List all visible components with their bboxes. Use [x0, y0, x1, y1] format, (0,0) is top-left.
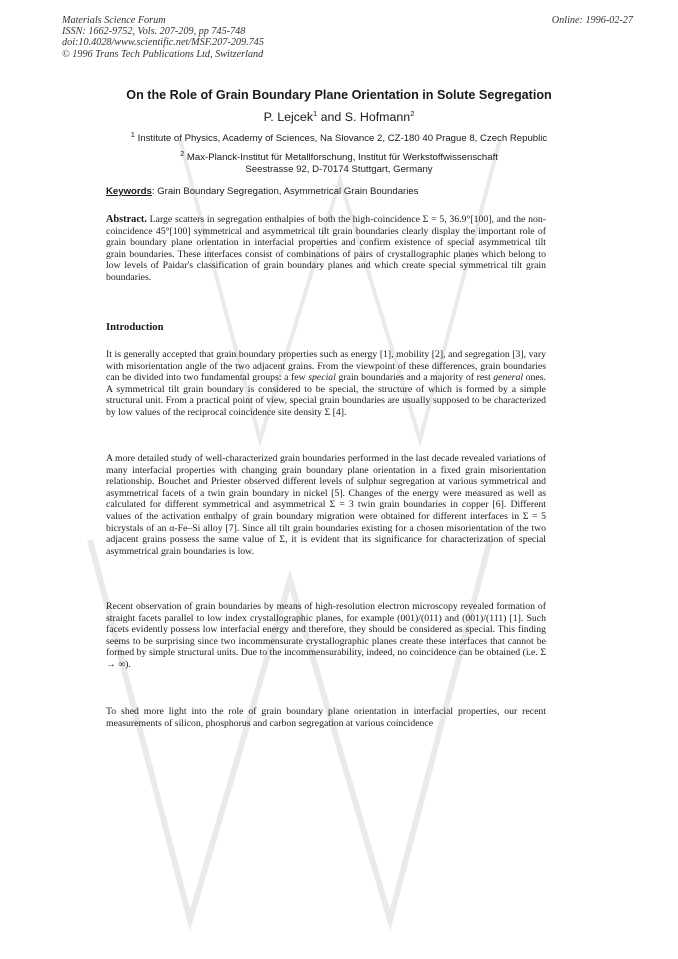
- intro-paragraph-1: [106, 349, 546, 419]
- affiliation-2-line-1: Max-Planck-Institut für Metallforschung, Institut für Werkstoffwissenschaft: [184, 152, 498, 163]
- abstract: [106, 214, 546, 284]
- author-and: and: [317, 110, 345, 124]
- intro-p4-text: To shed more light into the role of grain boundary plane orientation in interfacial properties, our recent measurements of silicon, phosphorus and carbon segregation at various coincidence: [106, 706, 546, 729]
- intro-paragraph-3: [106, 601, 546, 671]
- affiliation-1-sup: 1: [130, 129, 135, 139]
- author-2-sup: 2: [410, 108, 415, 118]
- journal-doi[interactable]: doi:10.4028/www.scientific.net/MSF.207-209.745: [62, 37, 264, 49]
- author-1: P. Lejcek: [263, 110, 314, 124]
- author-line: [0, 110, 678, 124]
- intro-paragraph-4: [106, 706, 546, 729]
- affiliation-1: [0, 129, 678, 145]
- intro-paragraph-2: [106, 453, 546, 557]
- online-date: Online: 1996-02-27: [551, 15, 633, 26]
- intro-p1-part-a: It is generally accepted that grain boundary properties such as energy [1], mobility [2], and segregation [3], vary with misorientation angle of the two adjacent grains. From the viewpoint of these differences, grain boundaries can be divided into two fundamental groups: a few: [106, 349, 546, 384]
- intro-p1-part-b: grain boundaries and a majority of rest: [335, 372, 494, 384]
- intro-p1-special: special: [308, 372, 336, 384]
- intro-p1-part-c: ones. A symmetrical tilt grain boundary is considered to be special, the structure of which is formed by a simple structural unit. From a practical point of view, special grain boundaries are usually supposed to be characterized by low values of the reciprocal coincidence site density Σ [4].: [106, 372, 546, 418]
- keywords-text: : Grain Boundary Segregation, Asymmetrical Grain Boundaries: [151, 186, 419, 197]
- section-heading-introduction: Introduction: [106, 322, 164, 333]
- journal-issn: ISSN: 1662-9752, Vols. 207-209, pp 745-748: [62, 26, 246, 38]
- paper-title: On the Role of Grain Boundary Plane Orientation in Solute Segregation: [126, 88, 552, 102]
- journal-header: [62, 15, 264, 60]
- author-2: S. Hofmann: [344, 110, 411, 124]
- intro-p2-text: A more detailed study of well-characterized grain boundaries performed in the last decade revealed variations of many interfacial properties with changing grain boundary plane orientation in a fixed grain misorientation relationship. Bouchet and Priester observed different levels of sulphur segregation at various symmetrical and asymmetrical facets of a twin grain boundary in nickel [5]. Changes of the energy were measured as well as calculated for different symmetrical and asymmetrical Σ = 3 twin grain boundaries in copper [6]. Different values of the activation enthalpy of grain boundary migration were obtained for different interfaces in Σ = 5 bicrystals of an α-Fe–Si alloy [7]. Since all tilt grain boundaries existing for a chosen misorientation of the two adjacent grains possess the same value of Σ, it is evident that its significance for characterization of special asymmetrical grain boundaries is low.: [106, 453, 546, 557]
- abstract-label: Abstract.: [106, 214, 147, 225]
- author-1-sup: 1: [313, 108, 318, 118]
- affiliation-2-sup: 2: [180, 148, 185, 158]
- intro-p3-text: Recent observation of grain boundaries by means of high-resolution electron microscopy revealed formation of straight facets parallel to low index crystallographic planes, for example (001)/(011) and (001)/(111) [1]. Such facets evidently possess low interfacial energy and therefore, they should be considered as special. This finding seems to be surprising since two incommensurate crystallographic planes create these interfaces that cannot be formed by simple structural units. Due to the incommensurability, indeed, no coincidence can be obtained (i.e. Σ → ∞).: [106, 601, 546, 670]
- journal-name: Materials Science Forum: [62, 15, 166, 26]
- keywords: [106, 186, 418, 197]
- affiliation-2-line-2: Seestrasse 92, D-70174 Stuttgart, Germany: [245, 164, 433, 175]
- keywords-label: Keywords: [106, 186, 152, 197]
- affiliation-2: [0, 148, 678, 176]
- journal-copyright: © 1996 Trans Tech Publications Ltd, Switzerland: [62, 48, 264, 60]
- intro-p1-general: general: [493, 372, 524, 384]
- abstract-text: Large scatters in segregation enthalpies of both the high-coincidence Σ = 5, 36.9°[100], and the non-coincidence 45°[100] symmetrical and asymmetrical tilt grain boundaries clearly display the important role of grain boundary plane orientation in interfacial properties and confirm existence of special asymmetrical tilt grain boundaries. These interfaces consist of combinations of pairs of crystallographic planes which belong to low levels of Paidar's classification of grain boundary planes and which create special symmetrical tilt grain boundaries.: [106, 214, 547, 283]
- affiliation-1-text: Institute of Physics, Academy of Sciences, Na Slovance 2, CZ-180 40 Prague 8, Czech Republic: [134, 133, 548, 144]
